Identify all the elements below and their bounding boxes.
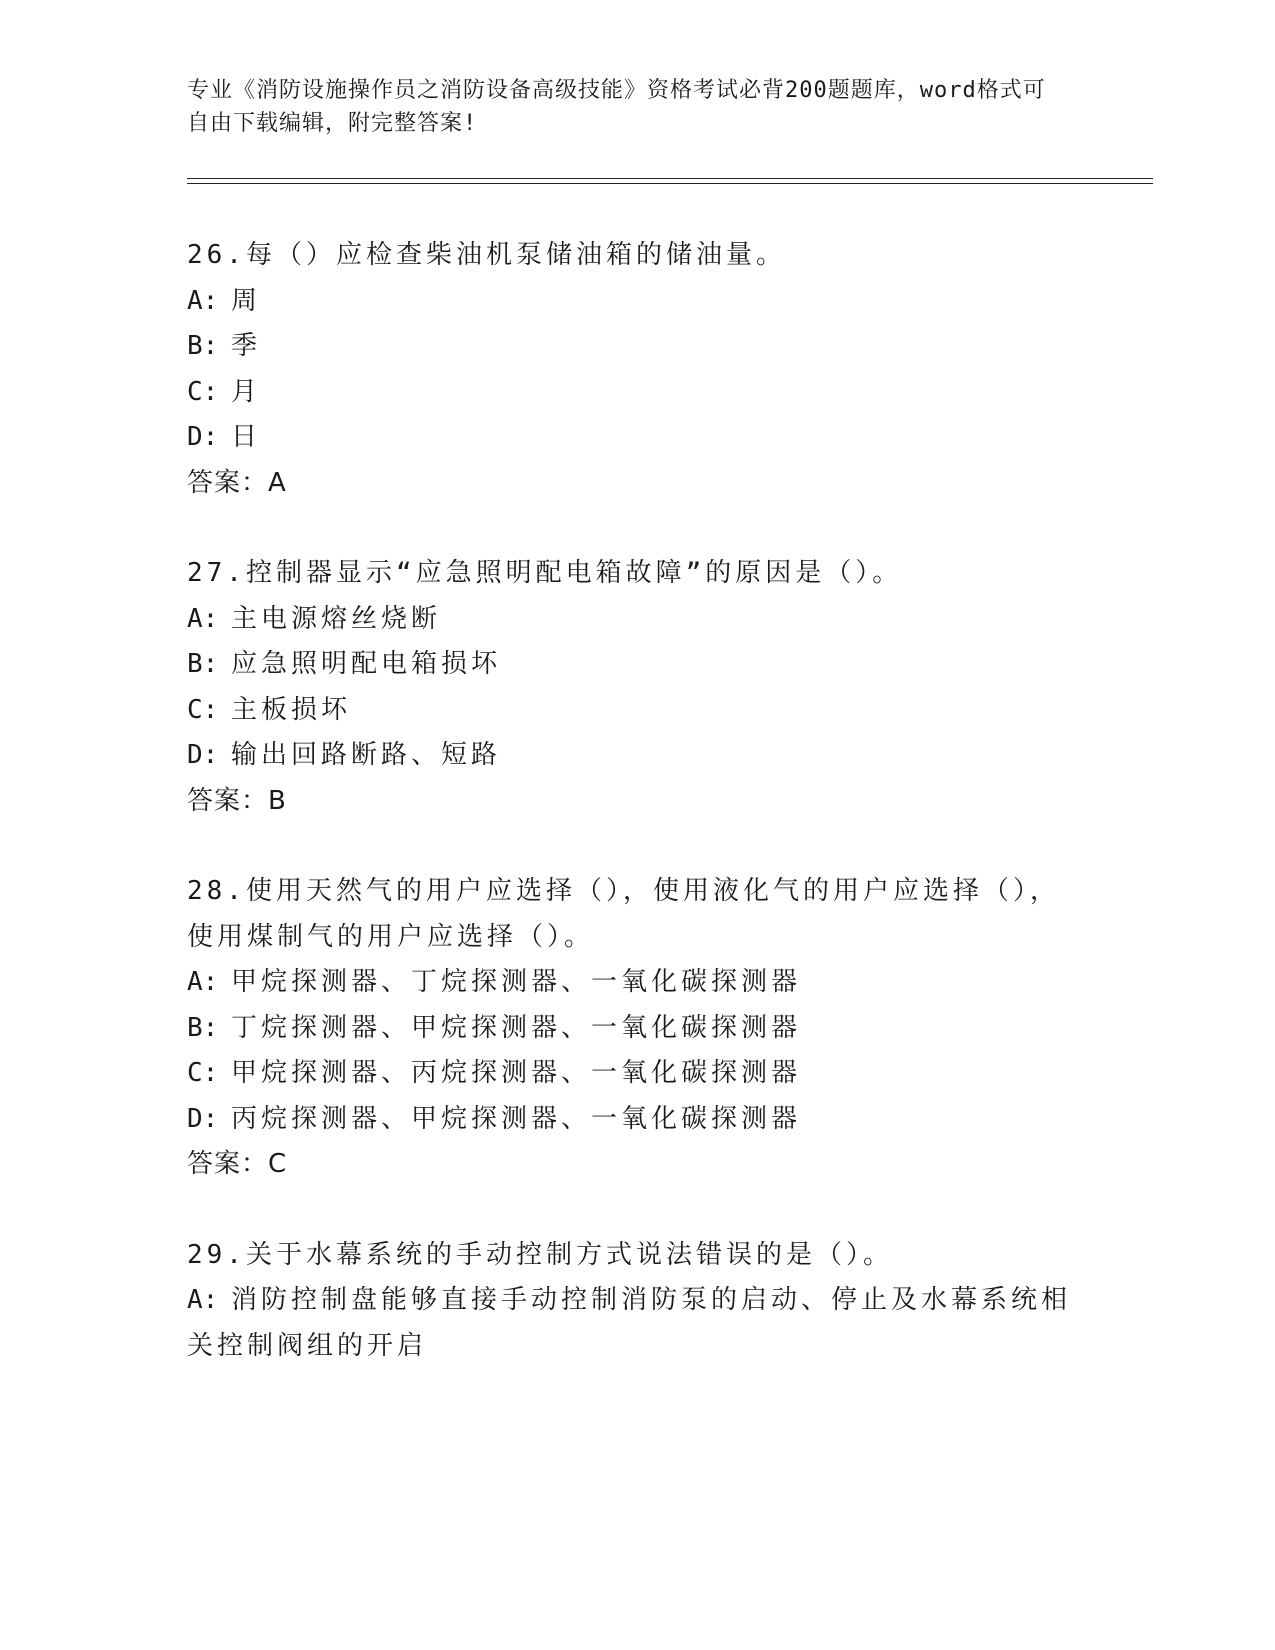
option-text: 日 — [231, 422, 262, 452]
option-letter: B: — [187, 331, 219, 361]
option-a — [187, 960, 1087, 1006]
option-text: 消防控制盘能够直接手动控制消防泵的启动、停止及水幕系统相关控制阀组的开启 — [187, 1285, 1072, 1361]
option-text: 丙烷探测器、甲烷探测器、一氧化碳探测器 — [231, 1103, 802, 1134]
option-d — [187, 733, 1087, 779]
question-26 — [187, 233, 1087, 506]
question-stem: 29.关于水幕系统的手动控制方式说法错误的是（）。 — [187, 1239, 893, 1270]
option-letter: C: — [187, 694, 219, 725]
option-letter: D: — [187, 740, 219, 770]
question-28 — [187, 869, 1087, 1188]
option-letter: B: — [187, 1012, 219, 1043]
option-letter: A: — [187, 1285, 219, 1315]
option-letter: D: — [187, 422, 219, 452]
document-header: 专业《消防设施操作员之消防设备高级技能》资格考试必背200题题库，word格式可自由下载编辑，附完整答案! — [187, 78, 1046, 136]
option-d — [187, 415, 1087, 461]
option-b — [187, 1006, 1087, 1052]
option-letter: A: — [187, 603, 219, 634]
option-letter: B: — [187, 649, 219, 679]
question-stem: 26.每（）应检查柴油机泵储油箱的储油量。 — [187, 240, 786, 270]
option-text: 主板损坏 — [231, 694, 352, 725]
option-text: 周 — [231, 285, 262, 316]
header-divider-top — [187, 178, 1153, 179]
option-d — [187, 1097, 1087, 1143]
option-a — [187, 1278, 1087, 1369]
option-text: 甲烷探测器、丙烷探测器、一氧化碳探测器 — [231, 1058, 802, 1088]
answer-line: 答案：C — [187, 1149, 288, 1179]
option-c — [187, 370, 1087, 416]
option-text: 甲烷探测器、丁烷探测器、一氧化碳探测器 — [231, 967, 802, 997]
header-divider-bottom — [187, 183, 1153, 184]
question-29 — [187, 1233, 1087, 1370]
option-letter: D: — [187, 1103, 219, 1134]
option-text: 应急照明配电箱损坏 — [231, 649, 502, 679]
option-text: 季 — [231, 331, 262, 361]
question-stem: 28.使用天然气的用户应选择（），使用液化气的用户应选择（），使用煤制气的用户应选择（）。 — [187, 876, 1060, 952]
question-list — [187, 233, 1087, 1414]
option-text: 丁烷探测器、甲烷探测器、一氧化碳探测器 — [231, 1012, 802, 1043]
option-text: 月 — [231, 376, 262, 407]
option-c — [187, 1051, 1087, 1097]
option-letter: C: — [187, 1058, 219, 1088]
question-27 — [187, 551, 1087, 824]
question-stem: 27.控制器显示“应急照明配电箱故障”的原因是（）。 — [187, 558, 903, 588]
option-b — [187, 324, 1087, 370]
option-a — [187, 279, 1087, 325]
option-text: 输出回路断路、短路 — [231, 740, 502, 770]
option-letter: A: — [187, 967, 219, 997]
option-c — [187, 688, 1087, 734]
option-a — [187, 597, 1087, 643]
option-b — [187, 642, 1087, 688]
option-letter: A: — [187, 285, 219, 316]
option-letter: C: — [187, 376, 219, 407]
answer-line: 答案：A — [187, 467, 287, 498]
answer-line: 答案：B — [187, 785, 287, 816]
option-text: 主电源熔丝烧断 — [231, 603, 442, 634]
